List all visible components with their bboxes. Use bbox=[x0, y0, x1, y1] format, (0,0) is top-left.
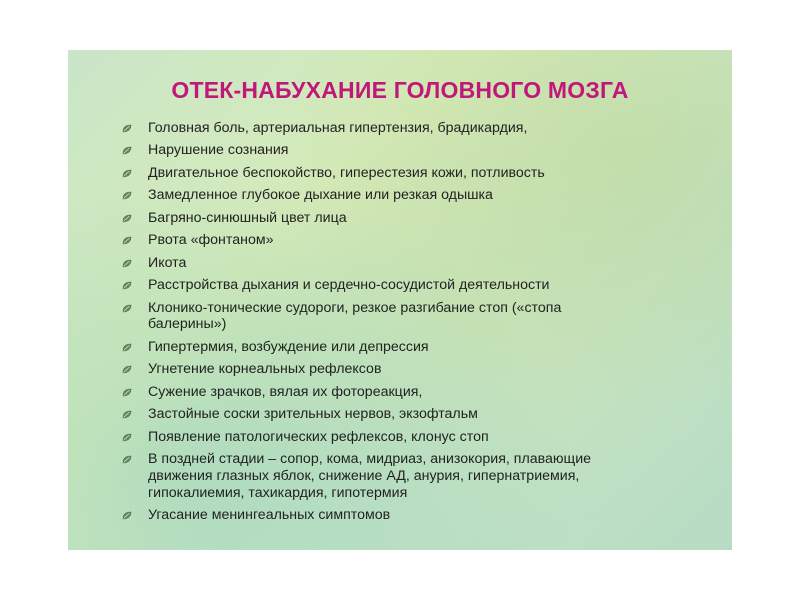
list-item-line: В поздней стадии – сопор, кома, мидриаз, анизокория, плавающие bbox=[148, 451, 592, 468]
list-item bbox=[120, 255, 720, 272]
leaf-bullet-icon bbox=[122, 511, 132, 520]
leaf-bullet-icon bbox=[122, 236, 132, 245]
list-item-text bbox=[148, 406, 720, 423]
list-item-text bbox=[148, 277, 720, 294]
slide-title: ОТЕК-НАБУХАНИЕ ГОЛОВНОГО МОЗГА bbox=[171, 77, 629, 103]
list-item-text bbox=[148, 210, 720, 227]
list-item bbox=[120, 300, 720, 333]
list-item-text bbox=[148, 429, 720, 446]
list-item-text bbox=[148, 300, 720, 333]
list-item-line: Икота bbox=[148, 254, 187, 271]
list-item-text bbox=[148, 165, 720, 182]
leaf-bullet-icon bbox=[122, 169, 132, 178]
list-item-text bbox=[148, 361, 720, 378]
list-item bbox=[120, 142, 720, 159]
list-item bbox=[120, 339, 720, 356]
leaf-bullet-icon bbox=[122, 281, 132, 290]
leaf-bullet-icon bbox=[122, 124, 132, 133]
symptom-list bbox=[120, 120, 720, 530]
list-item-text bbox=[148, 384, 720, 401]
list-item-text bbox=[148, 142, 720, 159]
list-item-line: Клонико-тонические судороги, резкое разгибание стоп («стопа bbox=[148, 299, 562, 316]
list-item-line: Головная боль, артериальная гипертензия, брадикардия, bbox=[148, 120, 528, 136]
leaf-bullet-icon bbox=[122, 388, 132, 397]
list-item-line: Гипертермия, возбуждение или депрессия bbox=[148, 338, 429, 355]
list-item-text bbox=[148, 187, 720, 204]
list-item bbox=[120, 361, 720, 378]
leaf-bullet-icon bbox=[122, 214, 132, 223]
leaf-bullet-icon bbox=[122, 365, 132, 374]
list-item-line: Угасание менингеальных симптомов bbox=[148, 507, 391, 524]
leaf-bullet-icon bbox=[122, 146, 132, 155]
list-item-line: Появление патологических рефлексов, клонус стоп bbox=[148, 428, 489, 445]
list-item-line: Багряно-синюшный цвет лица bbox=[148, 209, 347, 226]
list-item-line: балерины») bbox=[148, 316, 227, 333]
leaf-bullet-icon bbox=[122, 191, 132, 200]
leaf-bullet-icon bbox=[122, 410, 132, 419]
list-item-text bbox=[148, 255, 720, 272]
list-item bbox=[120, 232, 720, 249]
leaf-bullet-icon bbox=[122, 433, 132, 442]
list-item bbox=[120, 120, 720, 137]
leaf-bullet-icon bbox=[122, 455, 132, 464]
list-item-line: Рвота «фонтаном» bbox=[148, 232, 274, 249]
list-item-line: Замедленное глубокое дыхание или резкая одышка bbox=[148, 187, 493, 204]
list-item bbox=[120, 277, 720, 294]
list-item-line: движения глазных яблок, снижение АД, анурия, гипернатриемия, bbox=[148, 467, 580, 484]
list-item bbox=[120, 451, 720, 501]
list-item-line: гипокалиемия, тахикардия, гипотермия bbox=[148, 484, 408, 501]
list-item bbox=[120, 406, 720, 423]
list-item bbox=[120, 165, 720, 182]
list-item-text bbox=[148, 339, 720, 356]
leaf-bullet-icon bbox=[122, 343, 132, 352]
list-item-line: Двигательное беспокойство, гиперестезия кожи, потливость bbox=[148, 164, 545, 181]
list-item-line: Расстройства дыхания и сердечно-сосудистой деятельности bbox=[148, 277, 550, 294]
list-item-text bbox=[148, 451, 720, 501]
leaf-bullet-icon bbox=[122, 304, 132, 313]
list-item bbox=[120, 187, 720, 204]
slide bbox=[68, 50, 732, 550]
list-item-text bbox=[148, 120, 720, 137]
list-item bbox=[120, 210, 720, 227]
list-item bbox=[120, 384, 720, 401]
leaf-bullet-icon bbox=[122, 259, 132, 268]
list-item-text bbox=[148, 507, 720, 524]
list-item-line: Сужение зрачков, вялая их фотореакция, bbox=[148, 383, 423, 400]
list-item-line: Угнетение корнеальных рефлексов bbox=[148, 361, 382, 378]
list-item-text bbox=[148, 232, 720, 249]
list-item bbox=[120, 507, 720, 524]
list-item bbox=[120, 429, 720, 446]
list-item-line: Застойные соски зрительных нервов, экзофтальм bbox=[148, 406, 478, 423]
list-item-line: Нарушение сознания bbox=[148, 142, 289, 159]
